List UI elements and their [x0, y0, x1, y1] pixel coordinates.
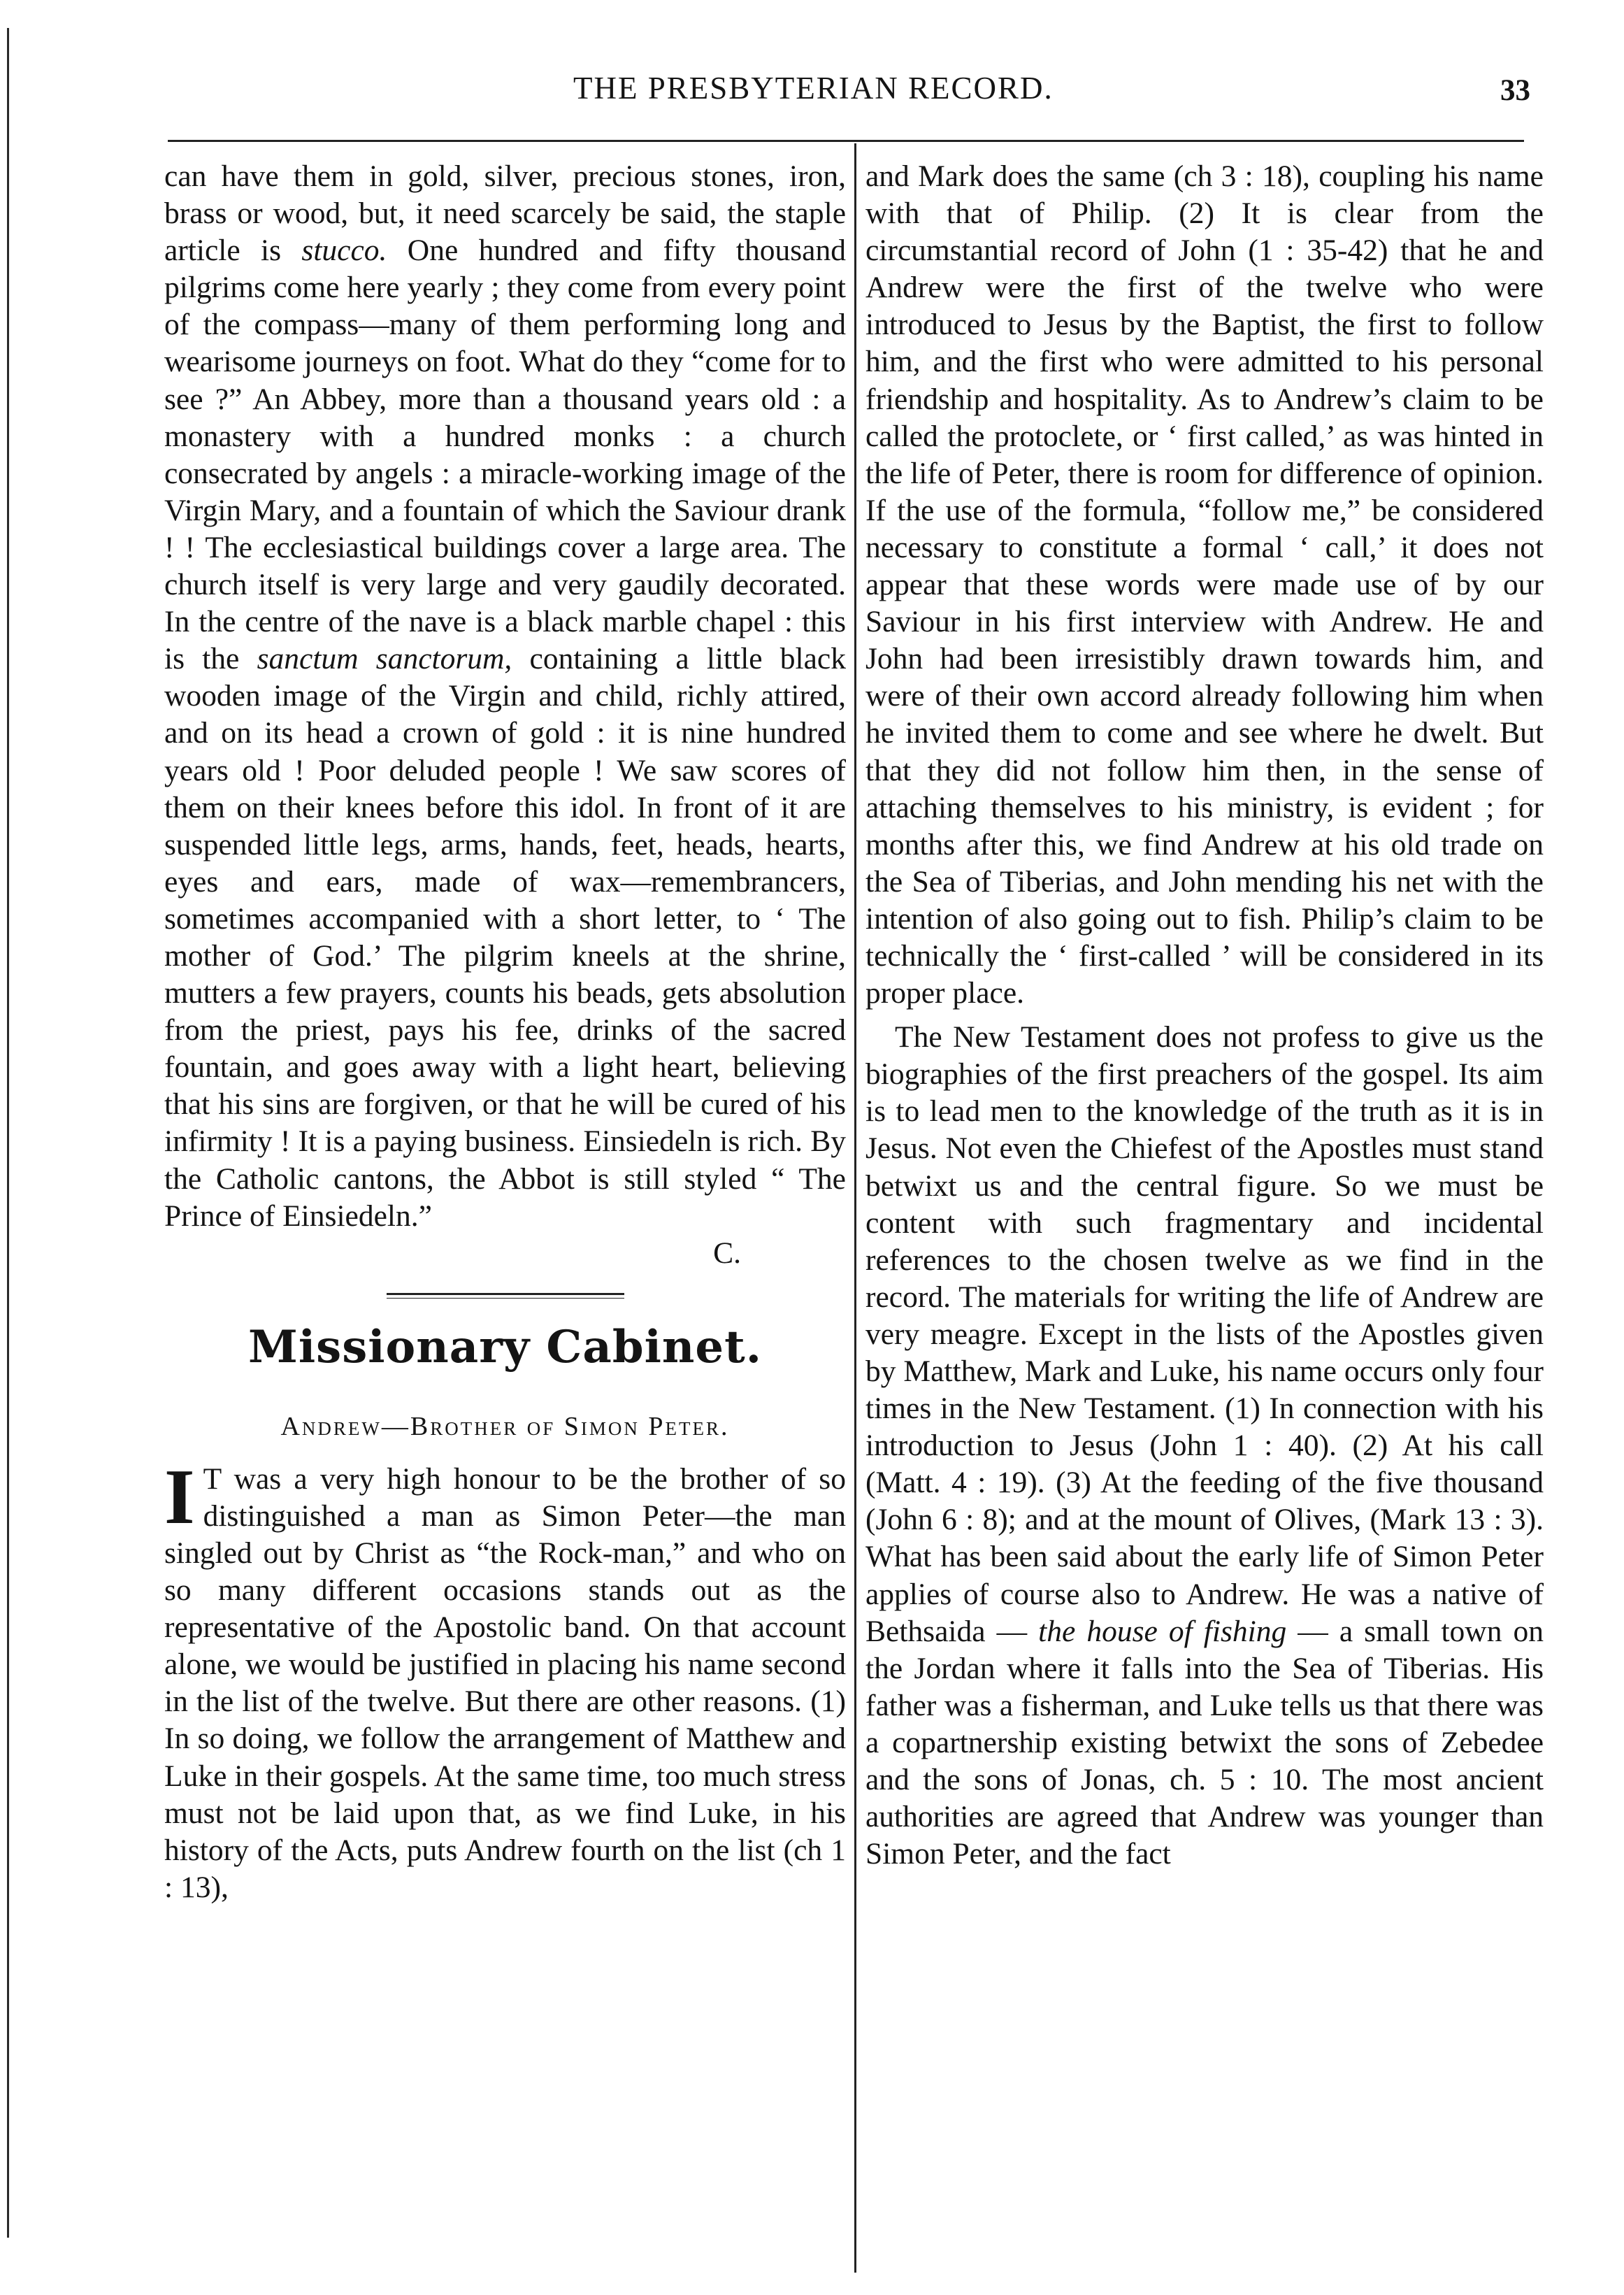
article-body-start [164, 1453, 846, 1906]
left-column [164, 158, 846, 1906]
masthead-title: THE PRESBYTERIAN RECORD. [573, 71, 1054, 106]
header-rule [168, 140, 1524, 142]
section-ornament-rule [387, 1293, 624, 1299]
left-paragraph-einsiedeln: can have them in gold, silver, precious stones, iron, brass or wood, but, it need scarcely be said, the staple article is stucco. One hundred and fifty thousand pilgrims come here yearly ; they come from every point of the compass—many of them performing long and wearisome journeys on foot. What do they “come for to see ?” An Abbey, more than a thousand years old : a monastery with a hundred monks : a church consecrated by angels : a miracle-working image of the Virgin Mary, and a fountain of which the Saviour drank ! ! The ecclesiastical buildings cover a large area. The church itself is very large and very gaudily decorated. In the centre of the nave is a black marble chapel : this is the sanctum sanctorum, containing a little black wooden image of the Virgin and child, richly attired, and on its head a crown of gold : it is nine hundred years old ! Poor deluded people ! We saw scores of them on their knees before this idol. In front of it are suspended little legs, arms, hands, feet, heads, hearts, eyes and ears, made of wax—remembrancers, sometimes accompanied with a short letter, to ‘ The mother of God.’ The pilgrim kneels at the shrine, mutters a few prayers, counts his beads, gets absolution from the priest, pays his fee, drinks of the sacred fountain, and goes away with a light heart, believing that his sins are forgiven, or that he will be cured of his infirmity ! It is a paying business. Einsiedeln is rich. By the Catholic cantons, the Abbot is still styled “ The Prince of Einsiedeln.” [164, 159, 846, 1233]
section-title: Missionary Cabinet. [248, 1320, 762, 1373]
right-paragraph-new-testament: The New Testament does not profess to give us the biographies of the first preachers of the gospel. Its aim is to lead men to the knowledge of the truth as it is in Jesus. Not even the Chiefest of the Apostles must stand betwixt us and the central figure. So we must be content with such fragmentary and incidental references to the chosen twelve as we find in the record. The materials for writing the life of Andrew are very meagre. Except in the lists of the Apostles given by Matthew, Mark and Luke, his name occurs only four times in the New Testament. (1) In connection with his introduction to Jesus (John 1 : 40). (2) At his call (Matt. 4 : 19). (3) At the feeding of the five thousand (John 6 : 8); and at the mount of Olives, (Mark 13 : 3). What has been said about the early life of Simon Peter applies of course also to Andrew. He was a native of Bethsaida — the house of fishing — a small town on the Jordan where it falls into the Sea of Tiberias. His father was a fisherman, and Luke tells us that there was a copartnership existing betwixt the sons of Zebedee and the sons of Jonas, ch. 5 : 10. The most ancient authorities are agreed that Andrew was younger than Simon Peter, and the fact [865, 1020, 1544, 1871]
left-paragraph-andrew: T was a very high honour to be the brother of so distinguished a man as Simon Peter—the man singled out by Christ as “the Rock-man,” and who on so many different occasions stands out as the representative of the Apostolic band. On that account alone, we would be justified in placing his name second in the list of the twelve. But there are other reasons. (1) In so doing, we follow the arrangement of Matthew and Luke in their gospels. At the same time, too much stress must not be laid upon that, as we find Luke, in his history of the Acts, puts Andrew fourth on the list (ch 1 : 13), [164, 1461, 846, 1904]
page-number: 33 [1500, 74, 1530, 107]
masthead [0, 70, 1624, 112]
column-divider [854, 143, 856, 2273]
right-paragraph-call: and Mark does the same (ch 3 : 18), coupling his name with that of Philip. (2) It is clear from the circumstantial record of John (1 : 35-42) that he and Andrew were the first of the twelve who were introduced to Jesus by the Baptist, the first to follow him, and the first who were admitted to his personal friendship and hospitality. As to Andrew’s claim to be called the protoclete, or ‘ first called,’ as was hinted in the life of Peter, there is room for difference of opinion. If the use of the formula, “follow me,” be considered necessary to constitute a formal ‘ call,’ it does not appear that these words were made use of by our Saviour in his first interview with Andrew. He and John had been irresistibly drawn towards him, and were of their own accord already following him when he invited them to come and see where he dwelt. But that they did not follow him then, in the sense of attaching themselves to his ministry, is evident ; for months after this, we find Andrew at his old trade on the Sea of Tiberias, and John mending his net with the intention of also going out to fish. Philip’s claim to be technically the ‘ first-called ’ will be considered in its proper place. [865, 159, 1544, 1010]
page-edge-rule [7, 28, 9, 2238]
article-title: Andrew—Brother of Simon Peter. [280, 1411, 730, 1441]
drop-cap: I [164, 1453, 195, 1540]
signoff [164, 1235, 846, 1272]
right-column [865, 158, 1544, 1873]
signoff-initial: C. [713, 1236, 741, 1270]
